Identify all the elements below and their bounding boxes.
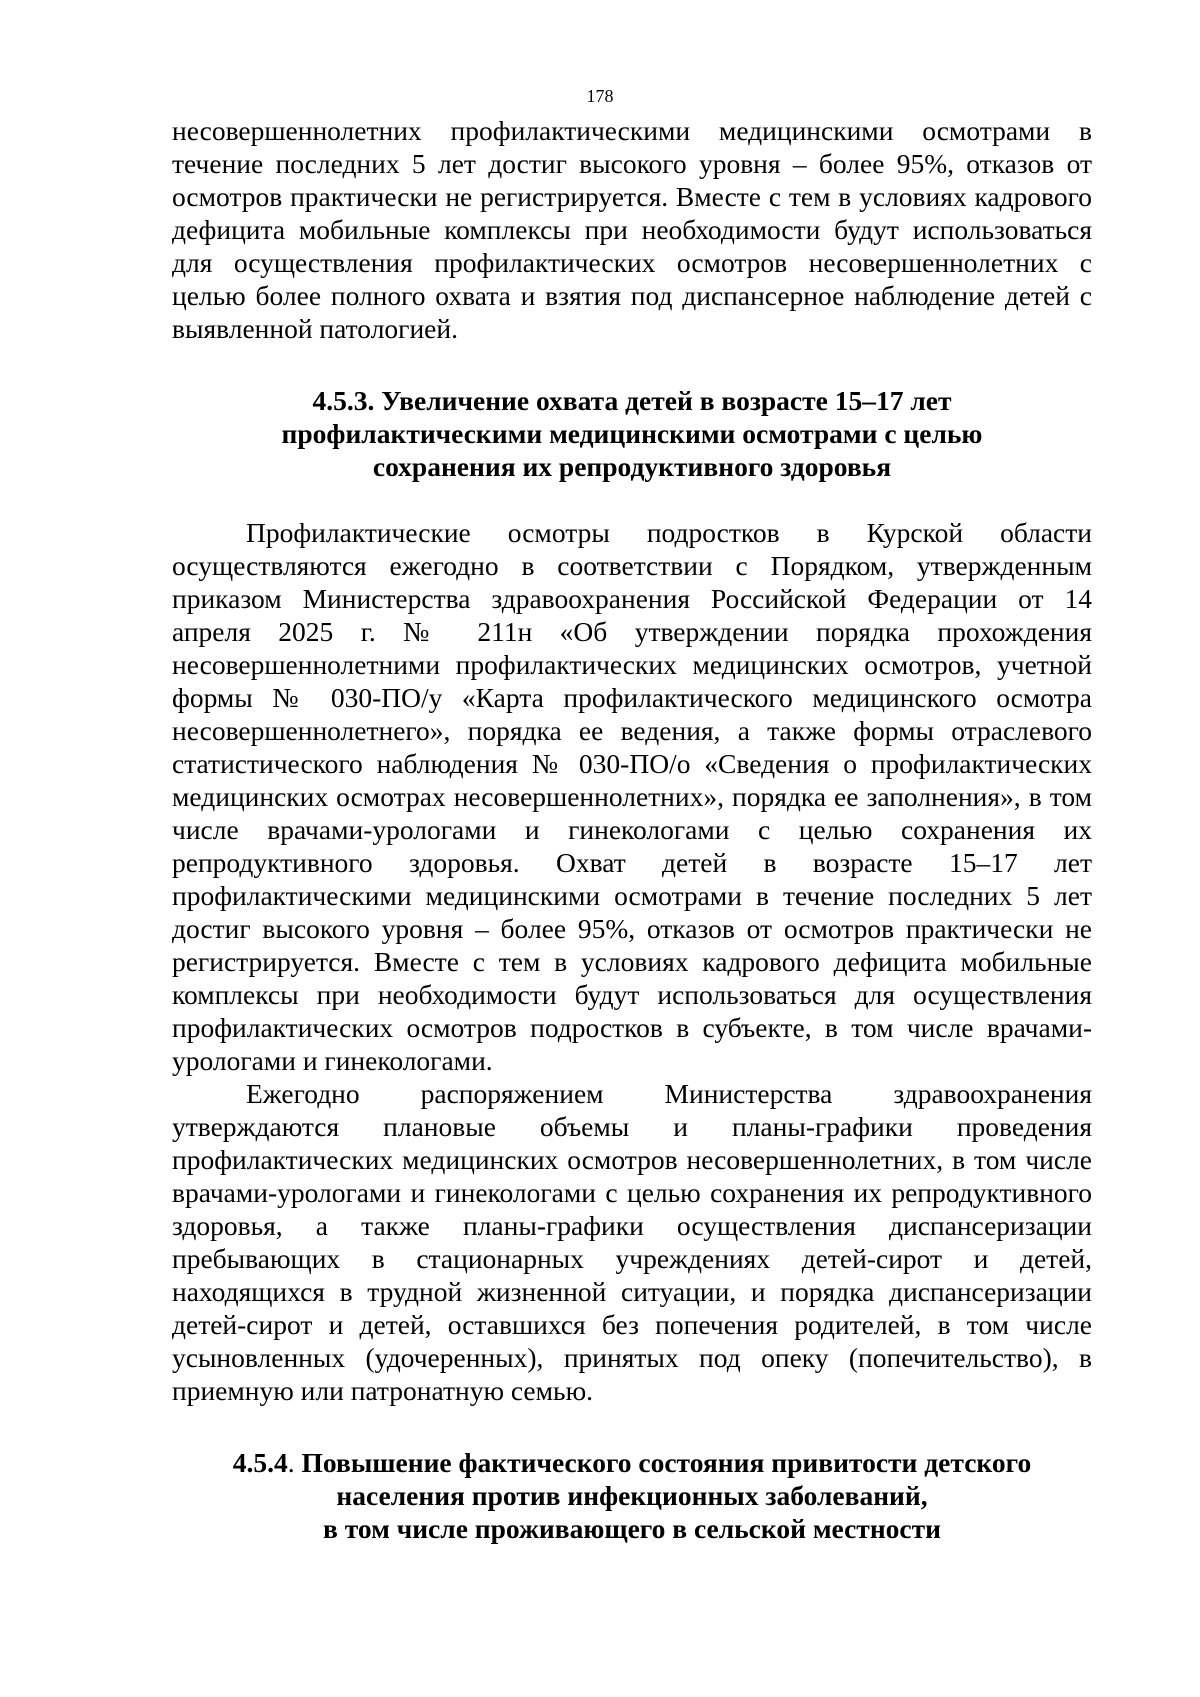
heading-line: профилактическими медицинскими осмотрами с целью — [281, 418, 983, 449]
paragraph-continuation: несовершеннолетних профилактическими медицинскими осмотрами в течение последних 5 лет достиг высокого уровня – более 95%, отказов от осмотров практически не регистрируется. Вместе с тем в условиях кадрового дефицита мобильные комплексы при необходимости будут использоваться для осуществления профилактических осмотров несовершеннолетних с целью более полного охвата и взятия под диспансерное наблюдение детей с выявленной патологией. — [172, 115, 1092, 344]
section-heading-4-5-4 — [172, 1446, 1092, 1545]
heading-line: в том числе проживающего в сельской местности — [323, 1513, 941, 1544]
page-number: 178 — [586, 86, 614, 106]
section-number: 4.5.4 — [232, 1447, 288, 1478]
heading-line — [172, 1446, 1092, 1479]
heading-line: населения против инфекционных заболеваний, — [336, 1480, 928, 1511]
paragraph-preventive-exams: Профилактические осмотры подростков в Курской области осуществляются ежегодно в соответствии с Порядком, утвержденным приказом Министерства здравоохранения Российской Федерации от 14 апреля 2025 г. № 211н «Об утверждении порядка прохождения несовершеннолетними профилактических медицинских осмотров, учетной формы № 030-ПО/у «Карта профилактического медицинского осмотра несовершеннолетнего», порядка ее ведения, а также формы отраслевого статистического наблюдения № 030-ПО/о «Сведения о профилактических медицинских осмотрах несовершеннолетних», порядка ее заполнения», в том числе врачами-урологами и гинекологами с целью сохранения их репродуктивного здоровья. Охват детей в возрасте 15–17 лет профилактическими медицинскими осмотрами в течение последних 5 лет достиг высокого уровня – более 95%, отказов от осмотров практически не регистрируется. Вместе с тем в условиях кадрового дефицита мобильные комплексы при необходимости будут использоваться для осуществления профилактических осмотров подростков в субъекте, в том числе врачами-урологами и гинекологами. — [172, 517, 1092, 1076]
page-content — [172, 114, 1092, 1545]
section-number-separator: . — [287, 1447, 295, 1478]
heading-line: 4.5.3. Увеличение охвата детей в возрасте 15–17 лет — [312, 385, 952, 416]
heading-text: Повышение фактического состояния привитости детского — [294, 1447, 1032, 1478]
section-heading-4-5-3 — [172, 384, 1092, 483]
heading-line: сохранения их репродуктивного здоровья — [372, 451, 892, 482]
paragraph-annual-plans: Ежегодно распоряжением Министерства здравоохранения утверждаются плановые объемы и планы-графики проведения профилактических медицинских осмотров несовершеннолетних, в том числе врачами-урологами и гинекологами с целью сохранения их репродуктивного здоровья, а также планы-графики осуществления диспансеризации пребывающих в стационарных учреждениях детей-сирот и детей, находящихся в трудной жизненной ситуации, и порядка диспансеризации детей-сирот и детей, оставшихся без попечения родителей, в том числе усыновленных (удочеренных), принятых под опеку (попечительство), в приемную или патронатную семью. — [172, 1078, 1092, 1406]
